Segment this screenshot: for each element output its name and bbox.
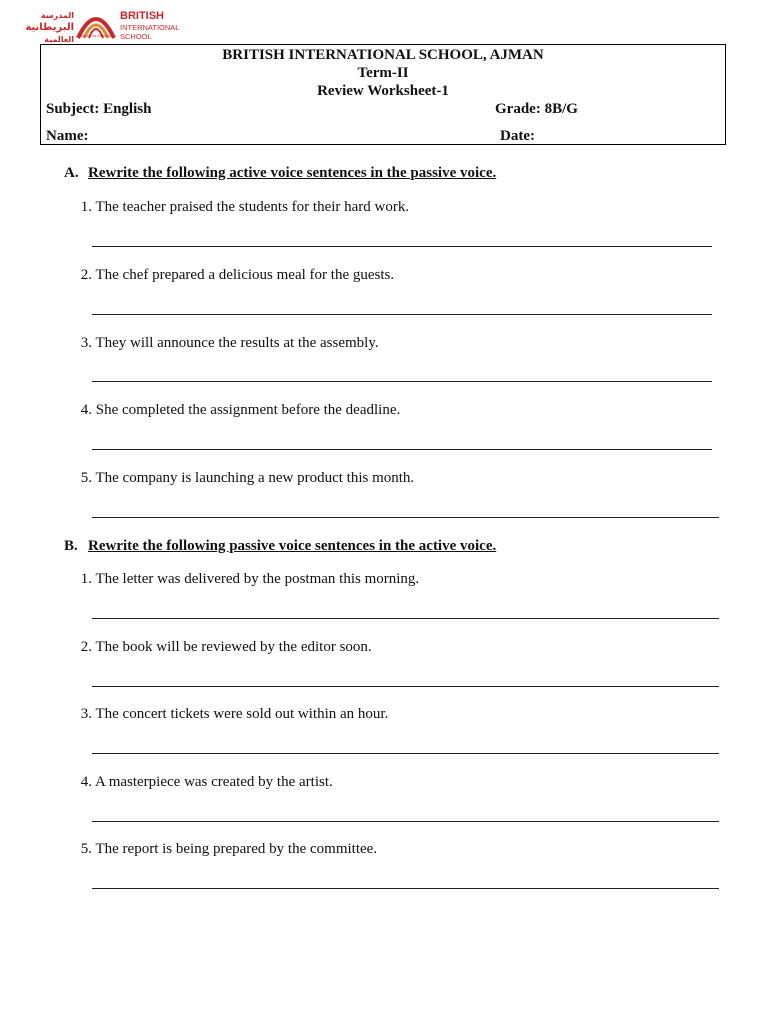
grade-label: Grade: 8B/G	[495, 101, 578, 117]
logo-english-line3: SCHOOL	[120, 32, 152, 41]
question-text: A masterpiece was created by the artist.	[94, 774, 333, 790]
question-number: 3.	[80, 335, 92, 351]
answer-line[interactable]	[92, 246, 712, 247]
question-text: The report is being prepared by the committee.	[95, 841, 378, 857]
answer-line[interactable]	[92, 821, 719, 822]
logo-arabic-text	[14, 10, 74, 46]
question-item	[64, 198, 409, 216]
answer-line[interactable]	[92, 618, 719, 619]
question-text: She completed the assignment before the deadline.	[95, 402, 401, 418]
question-item	[64, 570, 419, 588]
question-number: 5.	[80, 470, 92, 486]
logo-english-line1: BRITISH	[120, 10, 164, 22]
question-text: The book will be reviewed by the editor soon.	[95, 639, 372, 655]
question-number: 1.	[80, 199, 92, 215]
answer-line[interactable]	[92, 381, 712, 382]
question-text: They will announce the results at the assembly.	[95, 335, 379, 351]
date-field-label: Date:	[500, 128, 535, 144]
section-letter: B.	[64, 538, 78, 554]
logo-arabic-line1: المدرسة	[40, 11, 74, 20]
school-logo	[12, 6, 182, 42]
question-item	[64, 266, 394, 284]
question-item	[64, 334, 379, 352]
section-b-heading	[64, 537, 496, 555]
logo-tagline: Dare to Dream	[80, 33, 112, 38]
question-text: The chef prepared a delicious meal for the guests.	[95, 267, 395, 283]
question-number: 4.	[80, 774, 92, 790]
question-item	[64, 705, 388, 723]
logo-english-line2: INTERNATIONAL	[120, 23, 180, 32]
logo-arabic-line3: العالمية	[44, 35, 74, 44]
question-item	[64, 840, 377, 858]
question-number: 2.	[80, 639, 92, 655]
worksheet-header	[40, 44, 726, 145]
question-number: 4.	[80, 402, 92, 418]
question-number: 2.	[80, 267, 92, 283]
section-instructions: Rewrite the following passive voice sentences in the active voice.	[88, 538, 497, 554]
school-emblem-icon	[74, 6, 118, 40]
name-field-label: Name:	[46, 128, 89, 144]
worksheet-title: Review Worksheet-1	[317, 83, 449, 99]
question-text: The company is launching a new product this month.	[95, 470, 415, 486]
subject-label: Subject: English	[46, 101, 152, 117]
question-number: 1.	[80, 571, 92, 587]
section-a-heading	[64, 164, 496, 182]
school-title: BRITISH INTERNATIONAL SCHOOL, AJMAN	[222, 47, 544, 63]
question-text: The concert tickets were sold out within an hour.	[95, 706, 389, 722]
question-text: The teacher praised the students for their hard work.	[95, 199, 410, 215]
term-title: Term-II	[357, 65, 409, 81]
question-item	[64, 401, 400, 419]
question-item	[64, 773, 333, 791]
section-instructions: Rewrite the following active voice sentences in the passive voice.	[88, 165, 497, 181]
answer-line[interactable]	[92, 888, 719, 889]
answer-line[interactable]	[92, 686, 719, 687]
answer-line[interactable]	[92, 449, 712, 450]
answer-line[interactable]	[92, 314, 712, 315]
answer-line[interactable]	[92, 517, 719, 518]
question-item	[64, 469, 414, 487]
section-letter: A.	[64, 165, 79, 181]
question-text: The letter was delivered by the postman this morning.	[95, 571, 420, 587]
question-number: 5.	[80, 841, 92, 857]
question-number: 3.	[80, 706, 92, 722]
logo-arabic-line2: البريطانية	[25, 22, 74, 33]
question-item	[64, 638, 372, 656]
logo-english-text	[120, 12, 179, 41]
answer-line[interactable]	[92, 753, 719, 754]
